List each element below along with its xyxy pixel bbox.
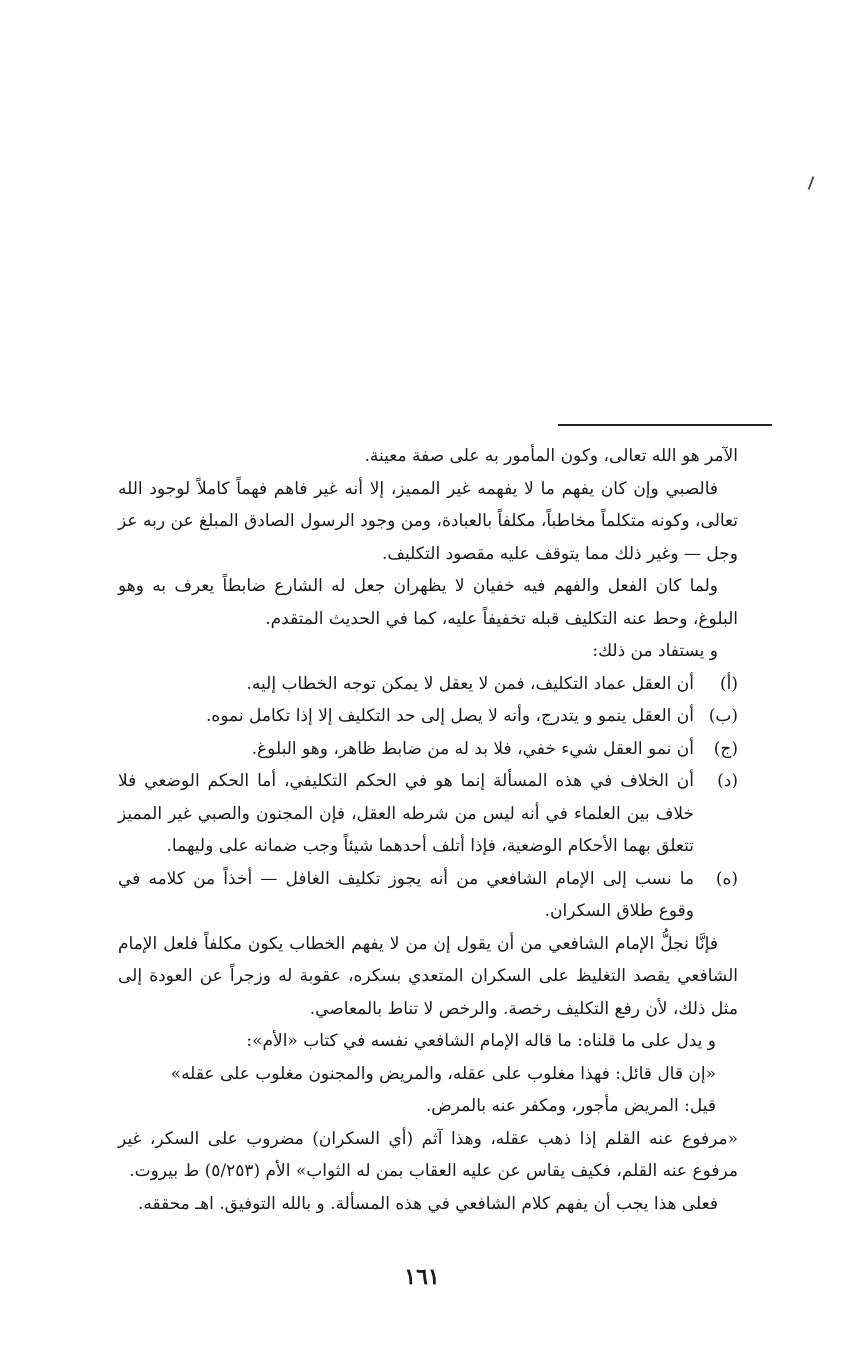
list-item-text: أن العقل عماد التكليف، فمن لا يعقل لا يمكن توجه الخطاب إليه. [246,673,694,694]
list-item-text: ما نسب إلى الإمام الشافعي من أنه يجوز تكليف الغافل — أخذاً من كلامه في وقوع طلاق السكران. [118,868,694,921]
list-item [118,765,738,863]
footnote-paragraph: و يستفاد من ذلك: [592,641,718,661]
list-item-text: أن الخلاف في هذه المسألة إنما هو في الحكم التكليفي، أما الحكم الوضعي فلا خلاف بين العلماء في أنه ليس من شرطه العقل، فإن المجنون والصبي غير المميز تتعلق بهما الأحكام الوضعية، فإذا أتلف أحدهما شيئاً وجب ضمانه على وليهما. [118,771,694,856]
list-item [118,863,738,928]
list-item-text: أن نمو العقل شيء خفي، فلا بد له من ضابط ظاهر، وهو البلوغ. [251,738,694,759]
page-number: ١٦١ [404,1264,440,1290]
footnote-paragraph: قيل: المريض مأجور، ومكفر عنه بالمرض. [425,1096,716,1116]
list-item-marker: (د) [717,771,738,791]
footnote-paragraph: و يدل على ما قلناه: ما قاله الإمام الشافعي نفسه في كتاب «الأم»: [246,1031,716,1051]
footnote-paragraph: الآمر هو الله تعالى، وكون المأمور به على صفة معينة. [364,446,738,466]
list-item [118,733,738,766]
footnote-paragraph: فإنَّا نجلُّ الإمام الشافعي من أن يقول إن من لا يفهم الخطاب يكون مكلفاً فلعل الإمام الشافعي يقصد التغليظ على السكران المتعدي بسكره، عقوبة له وزجراً عن العودة إلى مثل ذلك، لأن رفع التكليف رخصة. والرخص لا تناط بالمعاصي. [118,933,738,1019]
list-item-text: أن العقل ينمو و يتدرج، وأنه لا يصل إلى حد التكليف إلا إذا تكامل نموه. [205,706,694,726]
quotation: «مرفوع عنه القلم إذا ذهب عقله، وهذا آثم (أي السكران) مضروب على السكر، غير مرفوع عنه القلم، فكيف يقاس عن عليه العقاب بمن له الثواب» الأم (٥/٢٥٣) ط بيروت. [118,1128,738,1181]
list-item [118,668,738,701]
quotation: «إن قال قائل: فهذا مغلوب على عقله، والمريض والمجنون مغلوب على عقله» [170,1063,716,1084]
footnote-body [118,440,738,1220]
stray-pen-mark [808,176,815,190]
list-item-marker: (ه) [715,868,738,889]
footnote-separator-rule [558,424,772,426]
list-item-marker: (ب) [708,706,738,726]
footnote-paragraph: فعلى هذا يجب أن يفهم كلام الشافعي في هذه المسألة. و بالله التوفيق. اهـ محققه. [137,1193,718,1214]
footnote-paragraph: ولما كان الفعل والفهم فيه خفيان لا يظهران جعل له الشارع ضابطاً يعرف به وهو البلوغ، وحط عنه التكليف قبله تخفيفاً عليه، كما في الحديث المتقدم. [118,576,738,629]
list-item-marker: (أ) [720,673,738,694]
list-item [118,700,738,733]
footnote-paragraph: فالصبي وإن كان يفهم ما لا يفهمه غير المميز، إلا أنه غير فاهم فهماً كاملاً لوجود الله تعالى، وكونه متكلماً مخاطباً، مكلفاً بالعبادة، ومن وجود الرسول الصادق المبلغ عن ربه عز وجل — وغير ذلك مما يتوقف عليه مقصود التكليف. [118,478,738,564]
list-item-marker: (ج) [713,738,738,759]
